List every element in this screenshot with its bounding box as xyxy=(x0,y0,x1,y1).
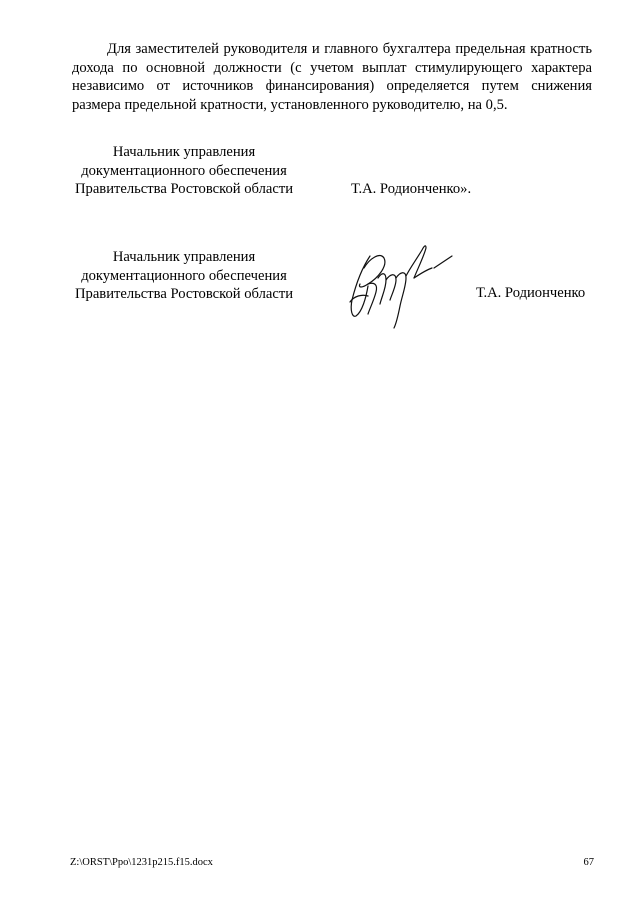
position-line-2: документационного обеспечения xyxy=(81,267,287,284)
handwritten-signature-icon xyxy=(334,238,454,330)
position-line-2: документационного обеспечения xyxy=(81,162,287,179)
position-line-1: Начальник управления xyxy=(112,144,256,160)
signatory-name-2: Т.А. Родионченко xyxy=(476,285,586,301)
footer-file-path: Z:\ORST\Ppo\1231p215.f15.docx xyxy=(70,857,213,868)
signature-block-2-position xyxy=(68,248,300,304)
body-paragraph: Для заместителей руководителя и главного бухгалтера предельная кратность дохода по основной должности (с учетом выплат стимулирующего характера независимо от источников финансирования) определяется путем снижения размера предельной кратности, установленного руководителю, на 0,5. xyxy=(72,41,592,113)
signature-block-1-position xyxy=(68,143,300,199)
position-line-1: Начальник управления xyxy=(112,249,256,265)
signatory-name-1: Т.А. Родионченко». xyxy=(351,181,472,197)
page-number: 67 xyxy=(583,857,594,868)
position-line-3: Правительства Ростовской области xyxy=(74,286,294,303)
position-line-3: Правительства Ростовской области xyxy=(74,181,294,198)
